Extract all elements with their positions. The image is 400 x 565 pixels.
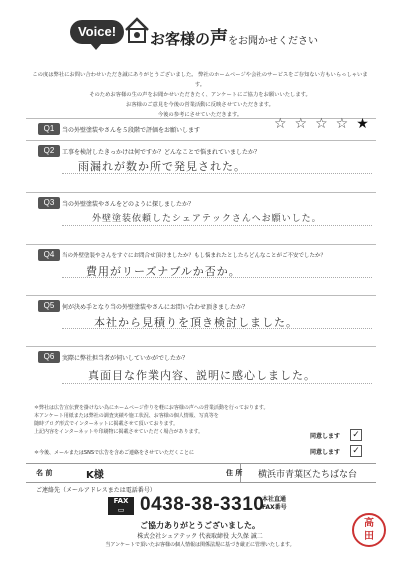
- intro-line: お客様のご意見を今後の営業活動に反映させていただきます。: [126, 102, 274, 108]
- question-number: Q3: [38, 197, 60, 209]
- question-4: [26, 244, 376, 291]
- sns-note: ＊今後、メールまたはSNSで広告を含めご連絡をさせていただくことに: [34, 450, 194, 456]
- note-line: 随時ブログ形式でインターネットに掲載させて頂いております。: [34, 421, 179, 427]
- fax-side-label: 本社直通 FAX番号: [262, 496, 287, 511]
- company-text: 株式会社シェアテック 代表取締役 大久保 誠二: [137, 533, 263, 540]
- agree-checkbox-1[interactable]: ✓: [350, 429, 362, 441]
- contact-label: ご連絡先（メールアドレスまたは電話番号）: [36, 487, 156, 494]
- intro-line: この度は弊社にお問い合わせいただき誠にありがとうございました。 弊社のホームページや会社のサービスをご存知ない方もいらっしゃいます。: [32, 72, 368, 88]
- question-number: Q1: [38, 123, 60, 135]
- intro-line: そのためお客様の生の声をお聞かせいただきたく、アンケートにご協力をお願いいたします。: [89, 92, 311, 98]
- name-label: 名 前: [36, 469, 53, 477]
- name-value[interactable]: K様: [86, 470, 104, 481]
- question-text: 何が決め手となり当の外壁塗装やさんにお問い合わせ頂きましたか？: [62, 304, 249, 311]
- answer-line: [62, 277, 372, 278]
- name-address-row: [26, 463, 376, 483]
- house-icon: [124, 16, 150, 44]
- voice-badge: Voice!: [70, 20, 124, 44]
- answer-line: [62, 173, 372, 174]
- answer-text[interactable]: 真面目な作業内容、説明に感心しました。: [88, 369, 316, 382]
- question-1: [26, 118, 376, 139]
- fax-icon: FAX ▭: [108, 497, 134, 515]
- fax-number: 0438-38-3310: [140, 494, 265, 515]
- agree-label-2: 同意します: [310, 449, 341, 456]
- question-3: [26, 192, 376, 239]
- question-2: [26, 140, 376, 187]
- footer-text: 当アンケートで頂いたお客様の個人情報は関係法規に基づき厳正に管理いたします。: [105, 542, 295, 548]
- address-label: 住 所: [226, 469, 243, 477]
- question-text: 当の外壁塗装やさんを５段階で評価をお願いします: [62, 127, 201, 134]
- note-line: ＊弊社は広告宣伝費を掛けない為にホームページ作りを軽にお客様の声への営業活動を行っております。: [34, 405, 269, 411]
- rating-stars[interactable]: ☆☆☆☆★: [274, 116, 377, 132]
- answer-text[interactable]: 外壁塗装依頼したシェアテックさんへお願いした。: [92, 214, 322, 224]
- agree-label-1: 同意します: [310, 433, 341, 440]
- answer-line: [62, 225, 372, 226]
- question-text: 当の外壁塗装やさんをすぐにお問合せ頂けましたか？もし悩まれたとしたらどんなことがご不安でしたか？: [62, 253, 327, 259]
- notes: [34, 404, 334, 436]
- question-5: [26, 295, 376, 342]
- seal-stamp: 高田: [352, 513, 386, 547]
- page-title: お客様の声をお聞かせください: [150, 28, 319, 49]
- question-number: Q6: [38, 351, 60, 363]
- question-6: [26, 346, 376, 397]
- note-line: 上記内容をインターネットや印刷物に掲載させていただく場合があります。: [34, 429, 204, 435]
- address-value[interactable]: 横浜市青葉区たちばな台: [258, 470, 358, 480]
- note-line: 本アンケート用紙または弊社の調査実績や施工状況、お客様の個人情報、写真等を: [34, 413, 219, 419]
- question-text: 工事を検討したきっかけは何ですか？どんなことで悩まれていましたか？: [62, 149, 261, 156]
- question-text: 当の外壁塗装やさんをどのように探しましたか？: [62, 201, 195, 208]
- agree-checkbox-2[interactable]: ✓: [350, 445, 362, 457]
- intro-line: 今後の参考にさせていただきます。: [157, 112, 243, 118]
- answer-text[interactable]: 費用がリーズナブルか否か。: [86, 265, 241, 278]
- question-number: Q2: [38, 145, 60, 157]
- header: [0, 0, 400, 70]
- thanks-text: ご協力ありがとうございました。: [140, 521, 260, 530]
- question-number: Q4: [38, 249, 60, 261]
- intro-text: [30, 70, 370, 120]
- answer-text[interactable]: 雨漏れが数か所で発見された。: [78, 160, 246, 173]
- answer-text[interactable]: 本社から見積りを頂き検討しました。: [94, 316, 298, 329]
- answer-line: [62, 383, 372, 384]
- answer-line: [62, 328, 372, 329]
- question-number: Q5: [38, 300, 60, 312]
- question-text: 実際に弊社担当者が伺いしていかがでしたか？: [62, 355, 189, 362]
